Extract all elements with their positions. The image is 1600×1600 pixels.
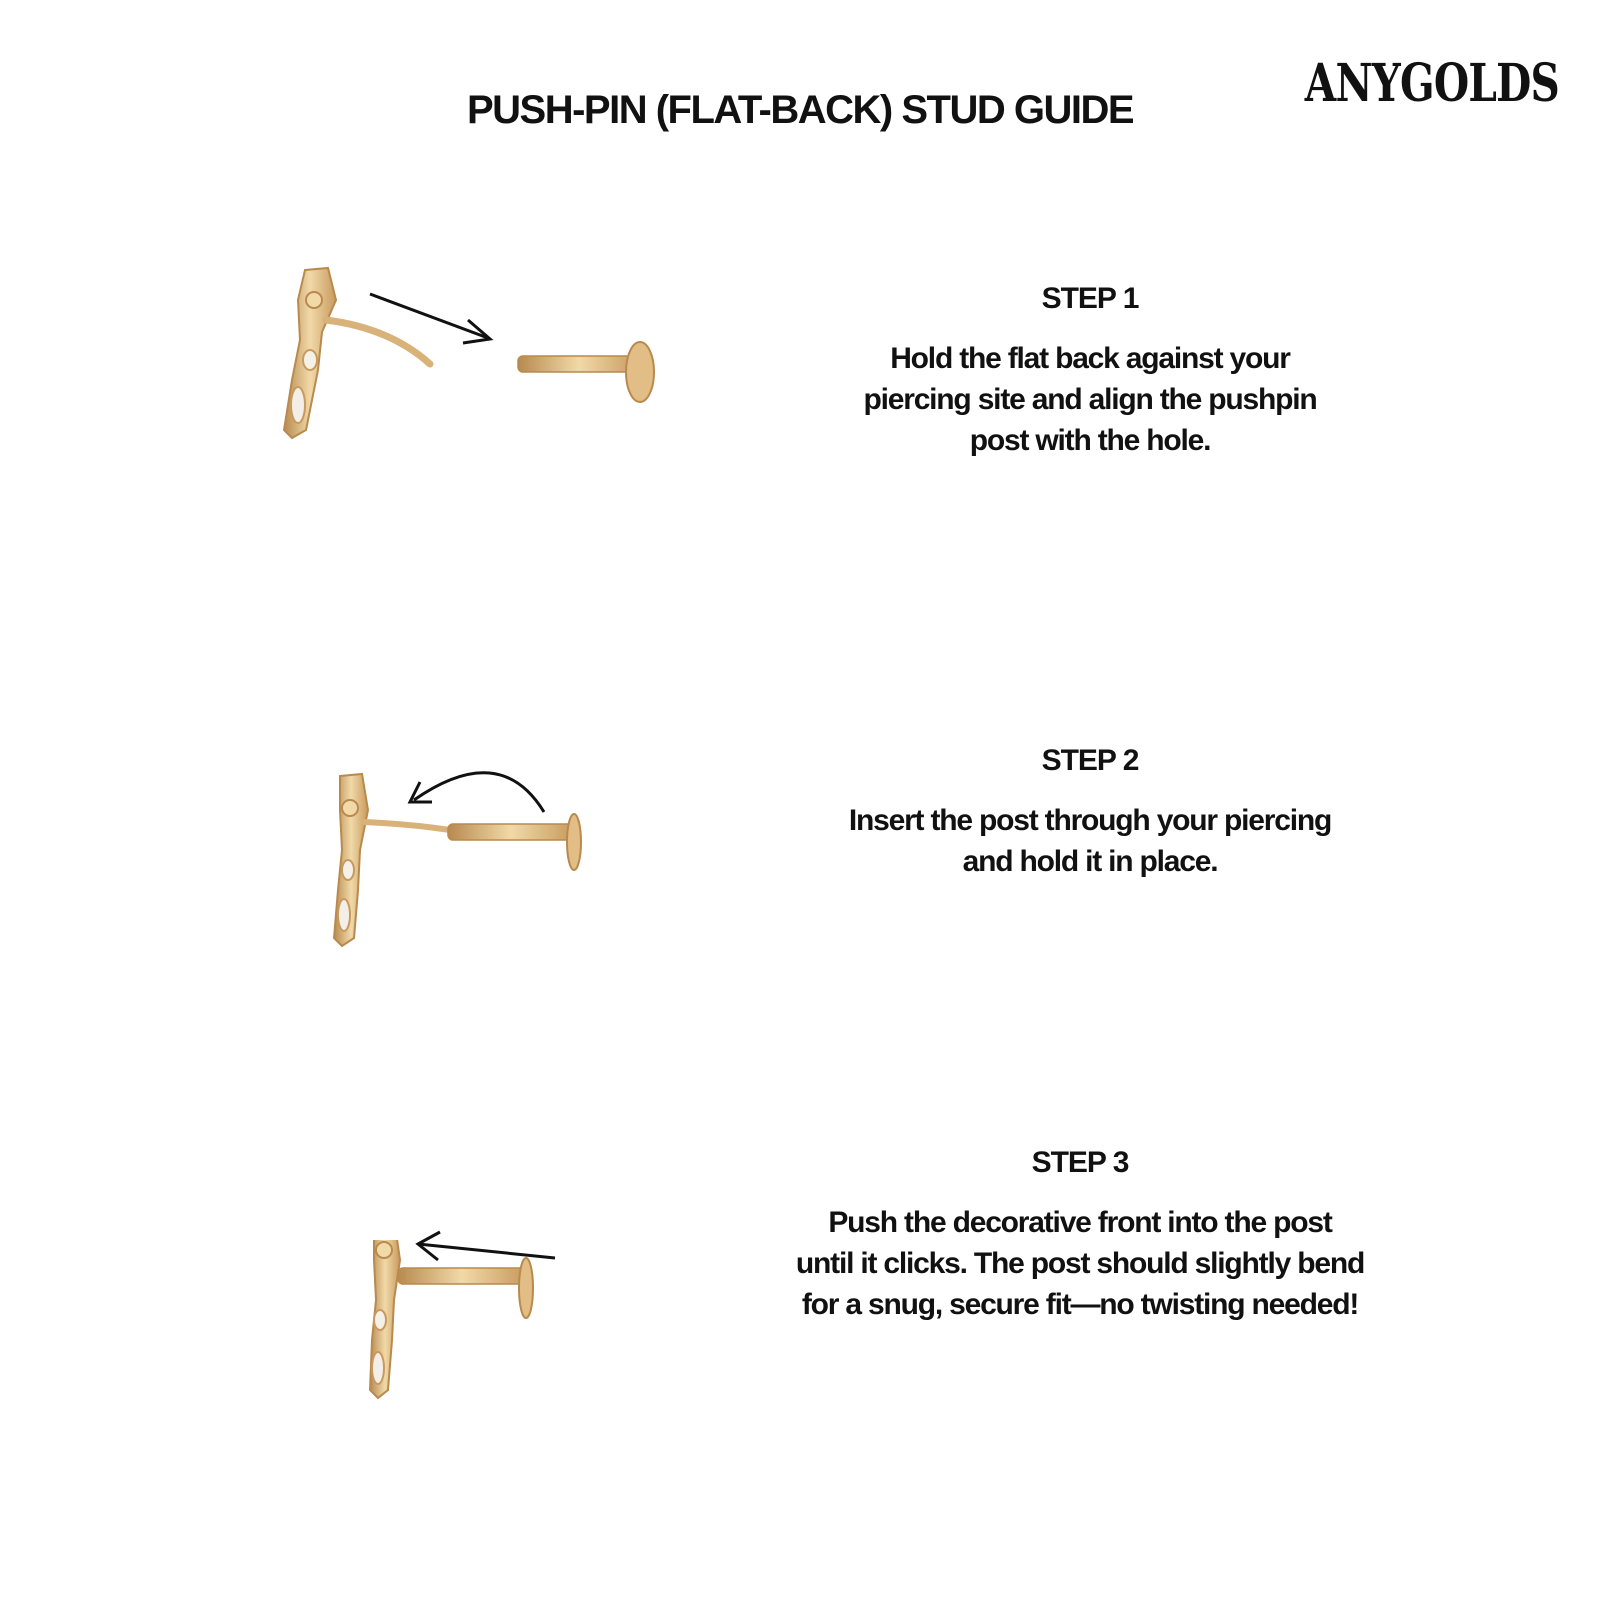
instruction-line: piercing site and align the pushpin	[863, 383, 1317, 416]
curved-pin	[326, 320, 430, 364]
brand-logo: ANYGOLDS	[1304, 52, 1560, 114]
step-1	[800, 282, 1380, 461]
step-2-illustration	[320, 770, 620, 970]
instruction-line: for a snug, secure fit—no twisting needed!	[801, 1288, 1359, 1321]
step-instructions	[750, 1202, 1410, 1325]
step-3	[750, 1146, 1410, 1325]
step-2	[800, 744, 1380, 882]
step-3-illustration	[360, 1240, 580, 1440]
step-heading: STEP 3	[1031, 1146, 1129, 1179]
instruction-line: until it clicks. The post should slightly bend	[795, 1247, 1365, 1280]
step-1-illustration	[270, 260, 690, 460]
instruction-line: post with the hole.	[969, 424, 1211, 457]
decorative-front	[334, 774, 368, 946]
page-title: PUSH-PIN (FLAT-BACK) STUD GUIDE	[466, 88, 1134, 132]
curved-arrow-icon	[410, 773, 544, 812]
instruction-line: Hold the flat back against your	[890, 342, 1290, 375]
pin	[364, 822, 450, 830]
step-heading: STEP 1	[1041, 282, 1139, 315]
instruction-line: Push the decorative front into the post	[828, 1206, 1332, 1239]
decorative-front	[370, 1240, 400, 1398]
step-heading: STEP 2	[1041, 744, 1139, 777]
flat-back-post	[518, 342, 654, 402]
arrow-left-icon	[410, 1230, 560, 1270]
instruction-line: and hold it in place.	[962, 845, 1218, 878]
flat-back-post	[448, 814, 581, 870]
step-instructions	[800, 338, 1380, 461]
instruction-line: Insert the post through your piercing	[848, 804, 1332, 837]
step-instructions	[800, 800, 1380, 882]
decorative-front	[284, 268, 336, 438]
